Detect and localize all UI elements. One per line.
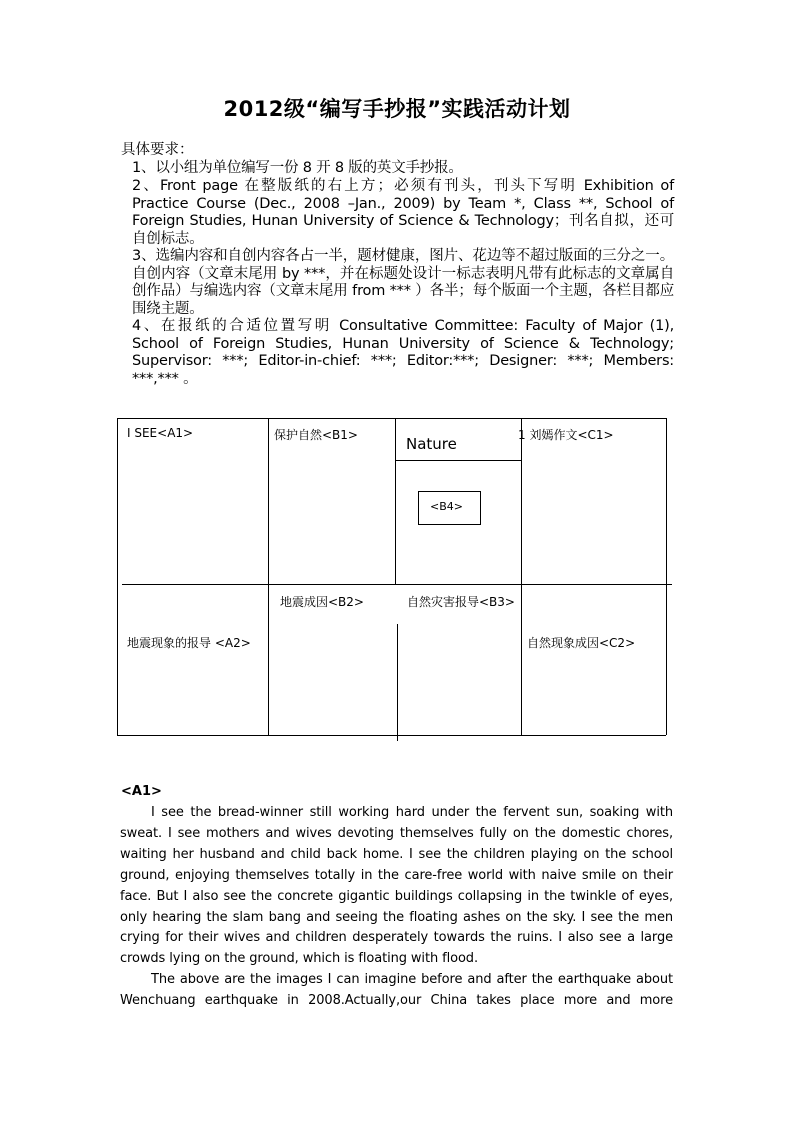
- cell-label-b3: 自然灾害报导<B3>: [407, 595, 515, 609]
- cell-label-c2: 自然现象成因<C2>: [527, 636, 636, 650]
- grid-top-border: [117, 418, 666, 419]
- requirements-heading: 具体要求：: [121, 142, 194, 158]
- requirement-item: 4、在报纸的合适位置写明 Consultative Committee: Faculty of Major (1), School of Foreign Studies, Hunan University of Science & Technology; Supervisor: ***; Editor-in-chief: ***; Editor:***; Designer: ***; Members: ***,*** 。: [132, 318, 674, 387]
- article-paragraph-text: The above are the images I can imagine before and after the earthquake about Wenchuang earthquake in 2008.Actually,our China takes place more and more: [120, 972, 673, 1008]
- b4-box: [418, 491, 481, 525]
- requirement-item: 2、Front page 在整版纸的右上方；必须有刊头，刊头下写明 Exhibition of Practice Course (Dec., 2008 –Jan., 2009) by Team *, Class **, School of Foreign Studies, Hunan University of Science & Technology；刊名自拟，还可自创标志。: [132, 178, 674, 247]
- grid-right-border: [666, 418, 667, 735]
- cell-label-nature: Nature: [406, 435, 457, 453]
- grid-divider-2-top: [395, 418, 396, 584]
- cell-label-b2: 地震成因<B2>: [280, 595, 364, 609]
- page-title: 2012级“编写手抄报”实践活动计划: [223, 97, 571, 121]
- cell-label-b4: <B4>: [430, 500, 463, 513]
- article-paragraph: [120, 803, 673, 970]
- grid-left-border: [117, 418, 118, 735]
- article-label: <A1>: [121, 784, 162, 799]
- cell-label-a2: 地震现象的报导 <A2>: [127, 636, 251, 650]
- nature-header-line: [395, 460, 521, 461]
- cell-label-c1: 1 刘嫣作文<C1>: [518, 428, 614, 442]
- grid-middle-line: [122, 584, 672, 585]
- article-paragraph: [120, 970, 673, 1012]
- grid-divider-3: [521, 418, 522, 735]
- grid-bottom-border: [117, 735, 666, 736]
- cell-label-b1: 保护自然<B1>: [274, 428, 358, 442]
- cell-label-a1: I SEE<A1>: [127, 426, 194, 440]
- article-paragraph-text: I see the bread-winner still working hard under the fervent sun, soaking with sweat. I see mothers and wives devoting themselves fully on the domestic chores, waiting her husband and child back home. I see the children playing on the school ground, enjoying themselves totally in the care-free world with naive smile on their face. But I also see the concrete gigantic buildings collapsing in the twinkle of eyes, only hearing the slam bang and seeing the floating ashes on the sky. I see the men crying for their wives and children desperately towards the ruins. I also see a large crowds lying on the ground, which is floating with flood.: [120, 805, 673, 967]
- requirement-item: 1、以小组为单位编写一份 8 开 8 版的英文手抄报。: [132, 160, 463, 176]
- grid-divider-2-bottom: [397, 624, 398, 741]
- requirement-item: 3、选编内容和自创内容各占一半，题材健康，图片、花边等不超过版面的三分之一。自创内容（文章末尾用 by ***，并在标题处设计一标志表明凡带有此标志的文章属自创作品）与编选内容（文章末尾用 from *** ）各半；每个版面一个主题，各栏目都应围绕主题。: [132, 248, 674, 317]
- grid-divider-1: [268, 418, 269, 735]
